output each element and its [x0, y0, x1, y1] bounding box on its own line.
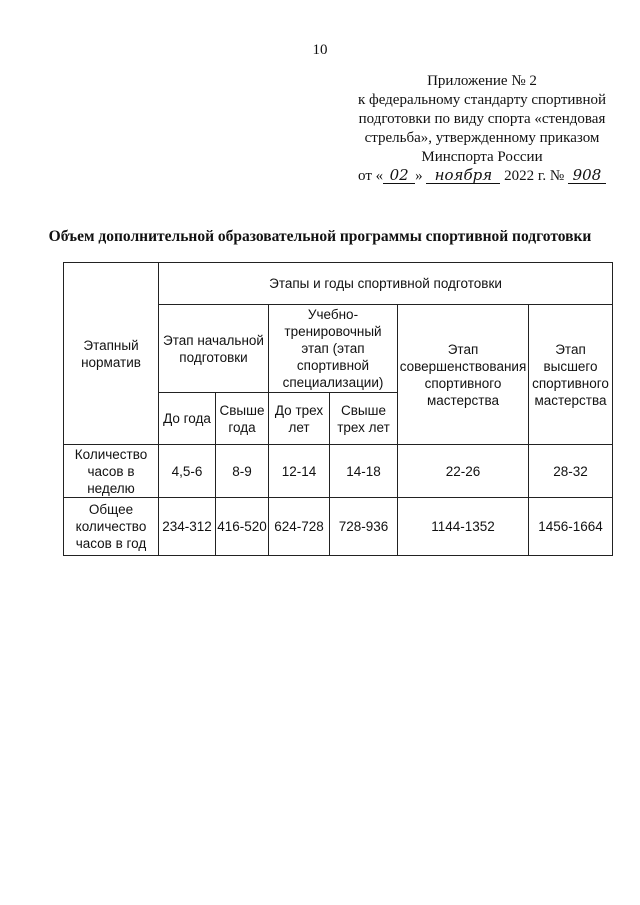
- value-cell: 28-32: [529, 445, 613, 498]
- appendix-line-3: подготовки по виду спорта «стендовая: [358, 111, 606, 127]
- table-row: [64, 498, 613, 556]
- group-header-cell: Этапы и годы спортивной подготовки: [159, 263, 613, 305]
- table-header-row: [64, 263, 613, 305]
- sub-header-cell: Свыше года: [216, 393, 269, 445]
- value-cell: 14-18: [330, 445, 398, 498]
- document-title: Объем дополнительной образовательной программы спортивной подготовки: [48, 228, 592, 245]
- date-year: 2022 г. №: [504, 168, 565, 184]
- stage-initial-cell: Этап начальной подготовки: [159, 305, 269, 393]
- date-prefix: от «: [358, 168, 384, 184]
- value-cell: 728-936: [330, 498, 398, 556]
- value-cell: 1456-1664: [529, 498, 613, 556]
- appendix-line-1: Приложение № 2: [427, 73, 537, 89]
- appendix-date-line: [342, 167, 622, 186]
- row-label-cell: Общее количество часов в год: [64, 498, 159, 556]
- date-mid: »: [415, 168, 423, 184]
- value-cell: 12-14: [269, 445, 330, 498]
- row-header-cell: Этапный норматив: [64, 263, 159, 445]
- program-volume-table: [63, 262, 613, 556]
- appendix-line-4: стрельба», утвержденному приказом: [364, 130, 600, 146]
- stage-highest-cell: Этап высшего спортивного мастерства: [529, 305, 613, 445]
- sub-header-cell: Свыше трех лет: [330, 393, 398, 445]
- value-cell: 22-26: [398, 445, 529, 498]
- order-number-handwritten: 908: [568, 168, 606, 184]
- row-label-cell: Количество часов в неделю: [64, 445, 159, 498]
- appendix-line-2: к федеральному стандарту спортивной: [357, 92, 607, 108]
- value-cell: 1144-1352: [398, 498, 529, 556]
- value-cell: 624-728: [269, 498, 330, 556]
- value-cell: 234-312: [159, 498, 216, 556]
- sub-header-cell: До года: [159, 393, 216, 445]
- table-row: [64, 445, 613, 498]
- stage-improvement-cell: Этап совершенствования спортивного мастерства: [398, 305, 529, 445]
- date-month-handwritten: ноября: [426, 168, 500, 184]
- sub-header-cell: До трех лет: [269, 393, 330, 445]
- appendix-block: [342, 72, 622, 186]
- value-cell: 416-520: [216, 498, 269, 556]
- value-cell: 4,5-6: [159, 445, 216, 498]
- appendix-line-5: Минспорта России: [421, 149, 543, 165]
- stage-training-cell: Учебно-тренировочный этап (этап спортивной специализации): [269, 305, 398, 393]
- page-number: 10: [312, 42, 328, 58]
- value-cell: 8-9: [216, 445, 269, 498]
- date-day-handwritten: 02: [383, 168, 415, 184]
